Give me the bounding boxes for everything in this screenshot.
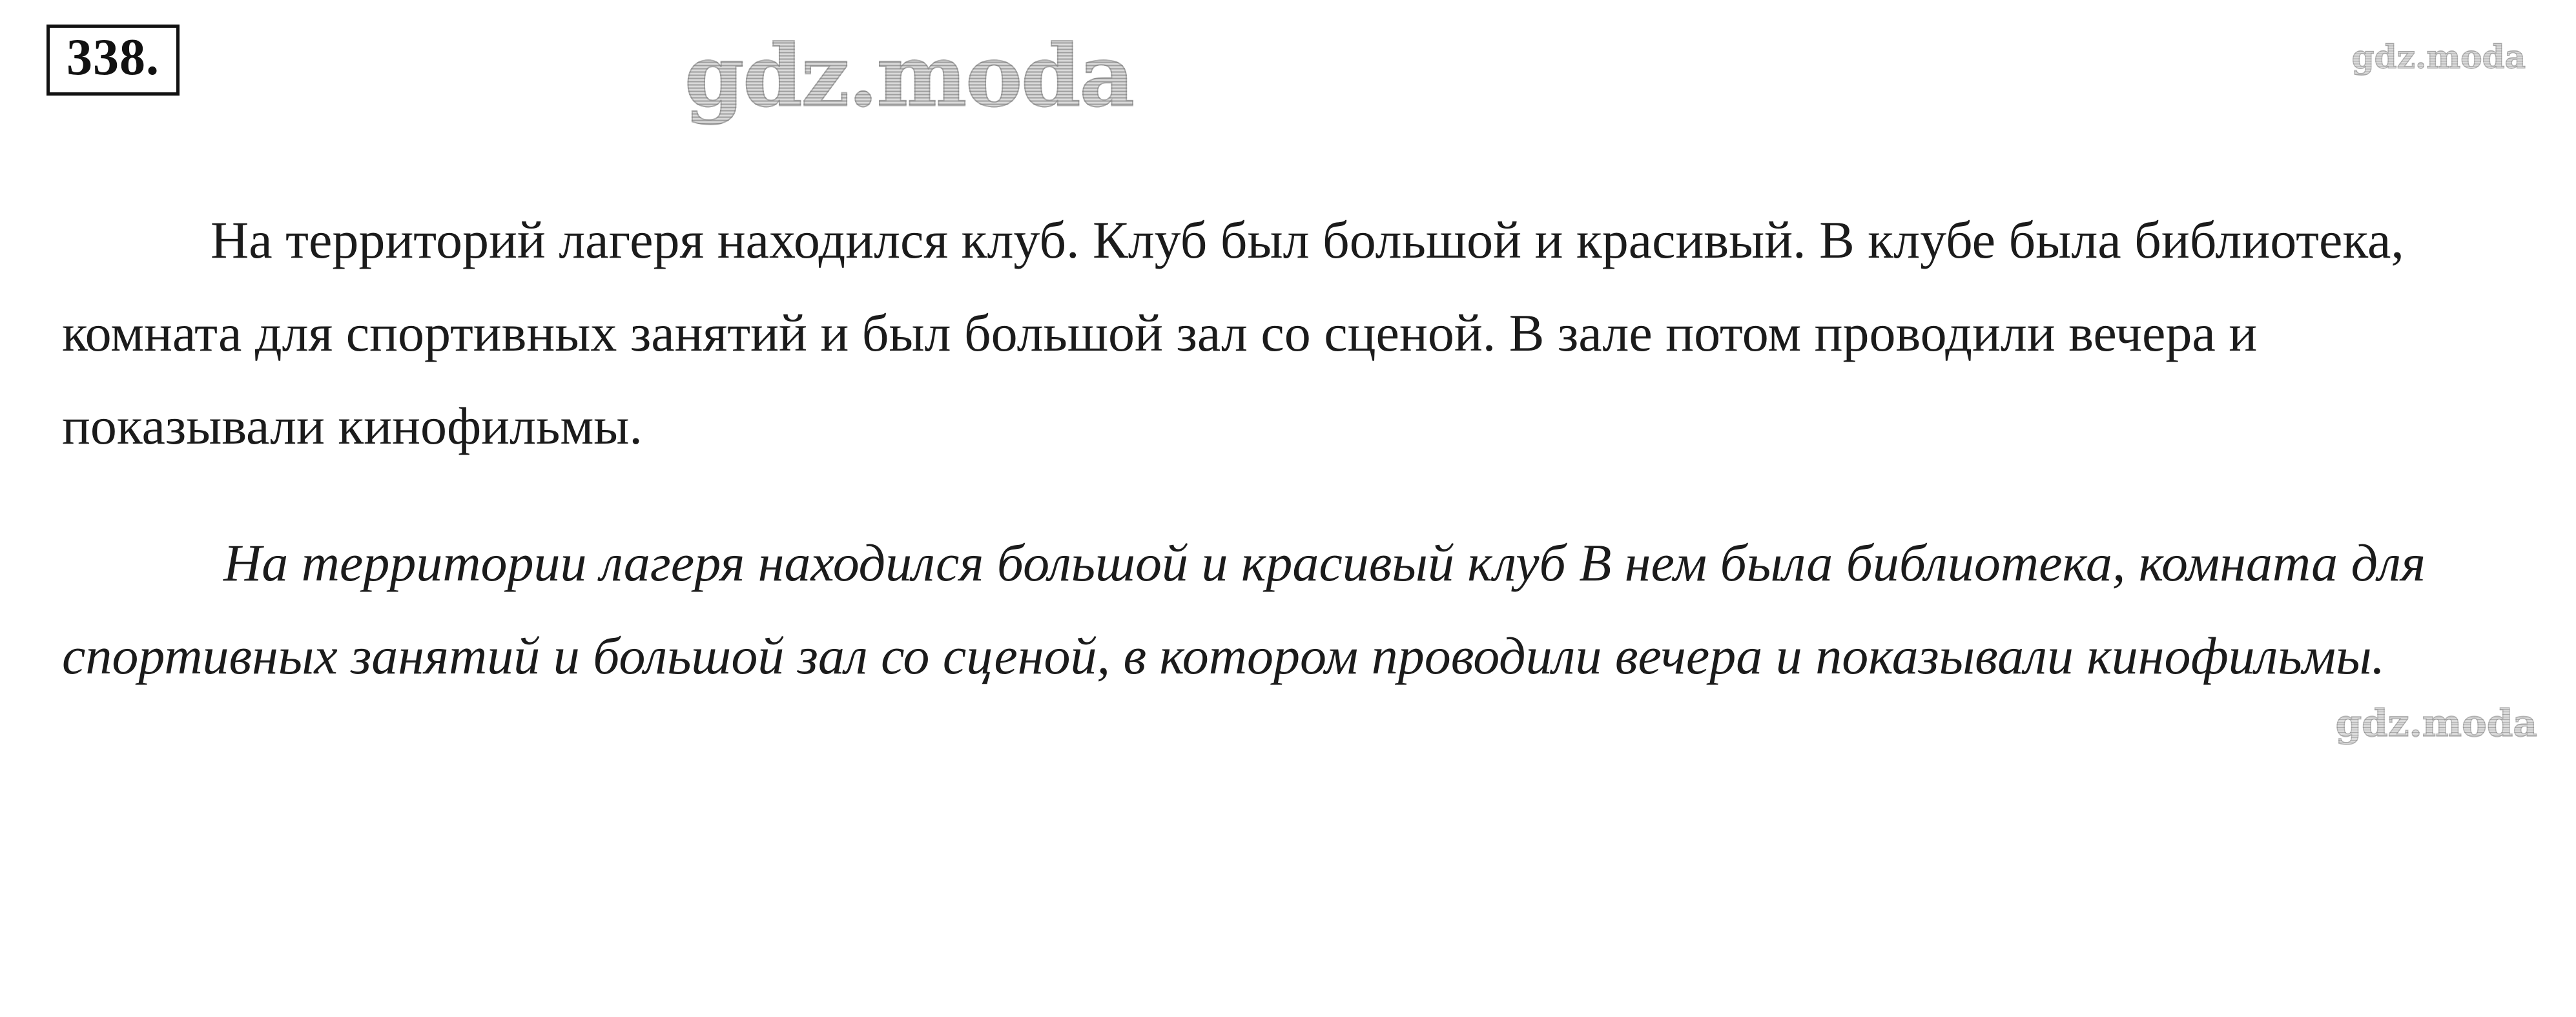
answer-paragraph: На территории лагеря находился большой и красивый клуб В нем была библиотека, комната для спортивных занятий и большой зал со сценой, в котором проводили вечера и показывали кинофильмы. [62,533,2426,685]
watermark-top-right: gdz.moda [2351,37,2526,76]
watermark-main: gdz.moda [685,26,1134,127]
source-paragraph: На территорий лагеря находился клуб. Клуб был большой и красивый. В клубе была библиотека, комната для спортивных занятий и был большой зал со сценой. В зале потом проводили вечера и показывали кинофильмы. [62,211,2404,455]
watermark-lower-right: gdz.moda [2335,701,2537,745]
exercise-number-badge: 338. [46,25,180,96]
